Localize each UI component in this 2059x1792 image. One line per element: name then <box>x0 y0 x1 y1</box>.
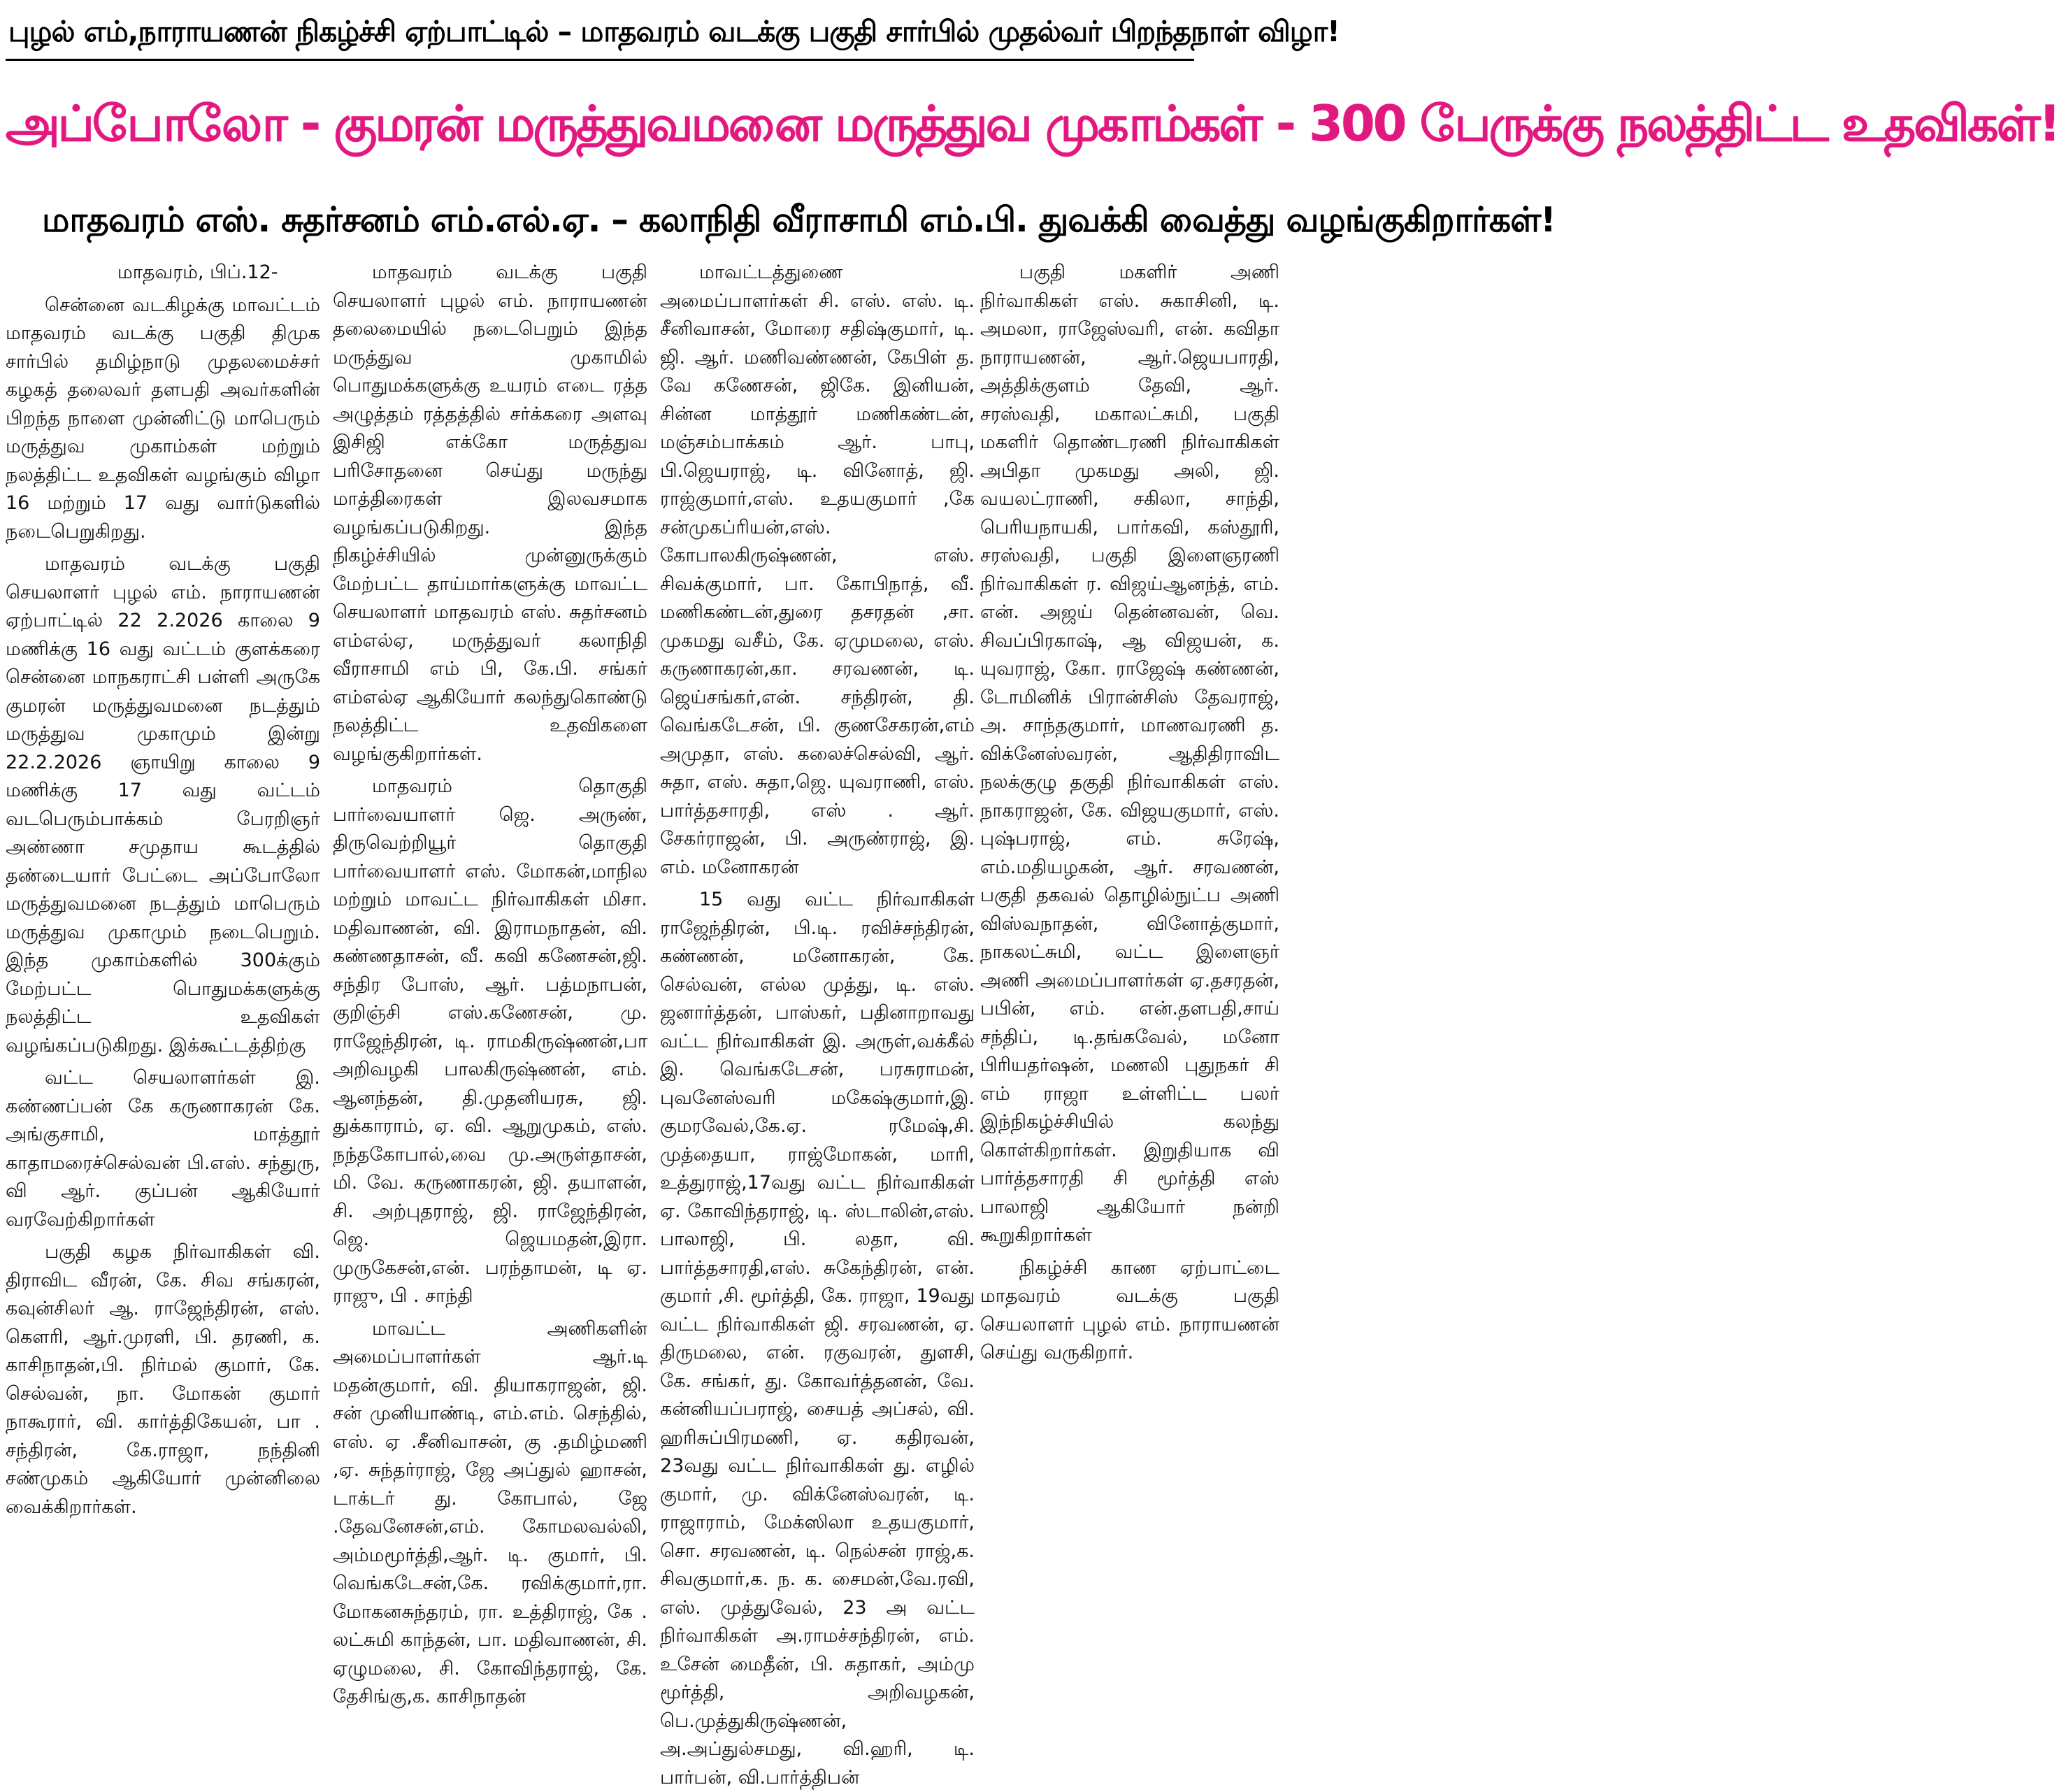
article-paragraph: மாதவரம் வடக்கு பகுதி செயலாளர் புழல் எம். நாராயணன் தலைமையில் நடைபெறும் இந்த மருத்துவ முகாமில் பொதுமக்களுக்கு உயரம் எடை ரத்த அழுத்தம் ரத்தத்தில் சர்க்கரை அளவு இசிஜி எக்கோ மருத்துவ பரிசோதனை செய்து மருந்து மாத்திரைகள் இலவசமாக வழங்கப்படுகிறது. இந்த நிகழ்ச்சியில் முன்னுருக்கும் மேற்பட்ட தாய்மார்களுக்கு மாவட்ட செயலாளர் மாதவரம் எஸ். சுதர்சனம் எம்எல்ஏ, மருத்துவர் கலாநிதி வீராசாமி எம் பி, கே.பி. சங்கர் எம்எல்ஏ ஆகியோர் கலந்துகொண்டு நலத்திட்ட உதவிகளை வழங்குகிறார்கள். <box>333 261 647 765</box>
main-headline: அப்போலோ - குமரன் மருத்துவமனை மருத்துவ முகாம்கள் - 300 பேருக்கு நலத்திட்ட உதவிகள்! <box>6 95 2059 152</box>
article-paragraph: 15 வது வட்ட நிர்வாகிகள் ராஜேந்திரன், பி.டி. ரவிச்சந்திரன், கண்ணன், மனோகரன், கே. செல்வன், எல்ல முத்து, டி. எஸ். ஜனார்த்தன், பாஸ்கர், பதினாறாவது வட்ட நிர்வாகிகள் இ. அருள்,வக்கீல் இ. வெங்கடேசன், பரசுராமன், புவனேஸ்வரி மகேஷ்குமார்,இ. குமரவேல்,கே.ஏ. ரமேஷ்,சி. முத்தையா, ராஜ்மோகன், மாரி, உத்துராஜ்,17வது வட்ட நிர்வாகிகள் ஏ. கோவிந்தராஜ், டி. ஸ்டாலின்,எஸ். பாலாஜி, பி. லதா, வி. பார்த்தசாரதி,எஸ். சுகேந்திரன், என். குமார் ,சி. மூர்த்தி, கே. ராஜா, 19வது வட்ட நிர்வாகிகள் ஜி. சரவணன், ஏ. திருமலை, என். ரகுவரன், துளசி, கே. சங்கர், து. கோவர்த்தனன், வே. கன்னியப்பராஜ், சையத் அப்சல், வி. ஹரிசுப்பிரமணி, ஏ. கதிரவன், 23வது வட்ட நிர்வாகிகள் து. எழில் குமார், மு. விக்னேஸ்வரன், டி. ராஜாராம், மேக்ஸிலா உதயகுமார், சொ. சரவணன், டி. நெல்சன் ராஜ்,க. சிவகுமார்,க. ந. க. சைமன்,வே.ரவி, எஸ். முத்துவேல், 23 அ வட்ட நிர்வாகிகள் அ.ராமச்சந்திரன், எம். உசேன் மைதீன், பி. சுதாகர், அம்மு மூர்த்தி, அறிவழகன், பெ.முத்துகிருஷ்ணன், அ.அப்துல்சமது, வி.ஹரி, டி. பார்பன், வி.பார்த்திபன் <box>660 889 975 1789</box>
article-paragraph: மாதவரம் தொகுதி பார்வையாளர் ஜெ. அருண், திருவெற்றியூர் தொகுதி பார்வையாளர் எஸ். மோகன்,மாநில மற்றும் மாவட்ட நிர்வாகிகள் மிசா. மதிவாணன், வி. இராமநாதன், வி. கண்ணதாசன், வீ. கவி கணேசன்,ஜி. சந்திர போஸ், ஆர். பத்மநாபன், குறிஞ்சி எஸ்.கணேசன், மு. ராஜேந்திரன், டி. ராமகிருஷ்ணன்,பா அறிவழகி பாலகிருஷ்ணன், எம். ஆனந்தன், தி.முதனியரசு, ஜி. துக்காராம், ஏ. வி. ஆறுமுகம், எஸ். நந்தகோபால்,வை மு.அருள்தாசன், மி. வே. கருணாகரன், ஜி. தயாளன், சி. அற்புதராஜ், ஜி. ராஜேந்திரன், ஜெ. ஜெயமதன்,இரா. முருகேசன்,என். பரந்தாமன், டி ஏ. ராஜு, பி . சாந்தி <box>333 775 647 1307</box>
article-paragraph: சென்னை வடகிழக்கு மாவட்டம் மாதவரம் வடக்கு பகுதி திமுக சார்பில் தமிழ்நாடு முதலமைச்சர் கழகத் தலைவர் தளபதி அவர்களின் பிறந்த நாளை முன்னிட்டு மாபெரும் மருத்துவ முகாம்கள் மற்றும் நலத்திட்ட உதவிகள் வழங்கும் விழா 16 மற்றும் 17 வது வார்டுகளில் நடைபெறுகிறது. <box>6 294 320 543</box>
article-paragraph: மாவட்டத்துணை அமைப்பாளர்கள் சி. எஸ். எஸ். டி. சீனிவாசன், மோரை சதிஷ்குமார், டி. ஜி. ஆர். மணிவண்ணன், கேபிள் த. வே கணேசன், ஜிகே. இனியன், சின்ன மாத்தூர் மணிகண்டன், மஞ்சம்பாக்கம் ஆர். பாபு, பி.ஜெயராஜ், டி. வினோத், ஜி. ராஜ்குமார்,எஸ். உதயகுமார் ,கே சன்முகப்ரியன்,எஸ். கோபாலகிருஷ்ணன், எஸ். சிவக்குமார், பா. கோபிநாத், வீ. மணிகண்டன்,துரை தசரதன் ,சா. முகமது வசீம், கே. ஏமுமலை, எஸ். கருணாகரன்,கா. சரவணன், டி. ஜெய்சங்கர்,என். சந்திரன், தி. வெங்கடேசன், பி. குணசேகரன்,எம் அமுதா, எஸ். கலைச்செல்வி, ஆர். சுதா, எஸ். சுதா,ஜெ. யுவராணி, எஸ். பார்த்தசாரதி, எஸ் . ஆர். சேகர்ராஜன், பி. அருண்ராஜ், இ. எம். மனோகரன் <box>660 261 975 878</box>
kicker-headline: புழல் எம்,நாராயணன் நிகழ்ச்சி ஏற்பாட்டில் – மாதவரம் வடக்கு பகுதி சார்பில் முதல்வர் பிறந்தநாள் விழா! <box>8 15 1340 48</box>
article-paragraph: வட்ட செயலாளர்கள் இ. கண்ணப்பன் கே கருணாகரன் கே. அங்குசாமி, மாத்தூர் காதாமரைச்செல்வன் பி.எஸ். சந்துரு, வி ஆர். குப்பன் ஆகியோர் வரவேற்கிறார்கள் <box>6 1067 320 1231</box>
sub-headline: மாதவரம் எஸ். சுதர்சனம் எம்.எல்.ஏ. – கலாநிதி வீராசாமி எம்.பி. துவக்கி வைத்து வழங்குகிறார்கள்! <box>42 200 1556 240</box>
article-column-2 <box>333 259 647 1707</box>
dateline: மாதவரம், பிப்.12- <box>117 261 278 283</box>
article-column-4 <box>980 259 1279 1597</box>
article-paragraph: நிகழ்ச்சி காண ஏற்பாட்டை மாதவரம் வடக்கு பகுதி செயலாளர் புழல் எம். நாராயணன் செய்து வருகிறார். <box>980 1256 1279 1363</box>
article-column-1 <box>6 259 320 1597</box>
article-paragraph: பகுதி மகளிர் அணி நிர்வாகிகள் எஸ். சுகாசினி, டி. அமலா, ராஜேஸ்வரி, என். கவிதா நாராயணன், ஆர்.ஜெயபாரதி, அத்திக்குளம் தேவி, ஆர். சரஸ்வதி, மகாலட்சுமி, பகுதி மகளிர் தொண்டரணி நிர்வாகிகள் அபிதா முகமது அலி, ஜி. வயலட்ராணி, சகிலா, சாந்தி, பெரியநாயகி, பார்கவி, கஸ்தூரி, சரஸ்வதி, பகுதி இளைஞரணி நிர்வாகிகள் ர. விஜய்ஆனந்த், எம். என். அஜய் தென்னவன், வெ. சிவப்பிரகாஷ், ஆ விஜயன், க. யுவராஜ், கோ. ராஜேஷ் கண்ணன், டோமினிக் பிரான்சிஸ் தேவராஜ், அ. சாந்தகுமார், மாணவரணி த. விக்னேஸ்வரன், ஆதிதிராவிட நலக்குழு தகுதி நிர்வாகிகள் எஸ். நாகராஜன், கே. விஜயகுமார், எஸ். புஷ்பராஜ், எம். சுரேஷ், எம்.மதியழகன், ஆர். சரவணன், பகுதி தகவல் தொழில்நுட்ப அணி விஸ்வநாதன், வினோத்குமார், நாகலட்சுமி, வட்ட இளைஞர் அணி அமைப்பாளர்கள் ஏ.தசரதன், பபின், எம். என்.தளபதி,சாய் சந்திப், டி.தங்கவேல், மனோ பிரியதர்ஷன், மணலி புதுநகர் சி எம் ராஜா உள்ளிட்ட பலர் இந்நிகழ்ச்சியில் கலந்து கொள்கிறார்கள். இறுதியாக வி பார்த்தசாரதி சி மூர்த்தி எஸ் பாலாஜி ஆகியோர் நன்றி கூறுகிறார்கள் <box>980 261 1279 1246</box>
article-column-3 <box>660 259 975 1789</box>
article-paragraph: பகுதி கழக நிர்வாகிகள் வி. திராவிட வீரன், கே. சிவ சங்கரன், கவுன்சிலர் ஆ. ராஜேந்திரன், எஸ். கௌரி, ஆர்.முரளி, பி. தரணி, க. காசிநாதன்,பி. நிர்மல் குமார், கே. செல்வன், நா. மோகன் குமார் நாகூரார், வி. கார்த்திகேயன், பா . சந்திரன், கே.ராஜா, நந்தினி சண்முகம் ஆகியோர் முன்னிலை வைக்கிறார்கள். <box>6 1241 320 1518</box>
article-body <box>6 259 1281 1789</box>
kicker-divider <box>6 59 1194 61</box>
article-paragraph: மாதவரம் வடக்கு பகுதி செயலாளர் புழல் எம். நாராயணன் ஏற்பாட்டில் 22 2.2026 காலை 9 மணிக்கு 16 வது வட்டம் குளக்கரை சென்னை மாநகராட்சி பள்ளி அருகே குமரன் மருத்துவமனை நடத்தும் மருத்துவ முகாமும் இன்று 22.2.2026 ஞாயிறு காலை 9 மணிக்கு 17 வது வட்டம் வடபெரும்பாக்கம் பேரறிஞர் அண்ணா சமுதாய கூடத்தில் தண்டையார் பேட்டை அப்போலோ மருத்துவமனை நடத்தும் மாபெரும் மருத்துவ முகாமும் நடைபெறும். இந்த முகாம்களில் 300க்கும் மேற்பட்ட பொதுமக்களுக்கு நலத்திட்ட உதவிகள் வழங்கப்படுகிறது. இக்கூட்டத்திற்கு <box>6 553 320 1056</box>
article-paragraph: மாவட்ட அணிகளின் அமைப்பாளர்கள் ஆர்.டி மதன்குமார், வி. தியாகராஜன், ஜி. சன் முனியாண்டி, எம்.எம். செந்தில், எஸ். ஏ .சீனிவாசன், கு .தமிழ்மணி ,ஏ. சுந்தர்ராஜ், ஜே அப்துல் ஹாசன், டாக்டர் து. கோபால், ஜே .தேவனேசன்,எம். கோமலவல்லி, அம்மமூர்த்தி,ஆர். டி. குமார், பி. வெங்கடேசன்,கே. ரவிக்குமார்,ரா. மோகனசுந்தரம், ரா. உத்திராஜ், கே . லட்சுமி காந்தன், பா. மதிவாணன், சி. ஏழுமலை, சி. கோவிந்தராஜ், கே. தேசிங்கு,க. காசிநாதன் <box>333 1317 647 1707</box>
